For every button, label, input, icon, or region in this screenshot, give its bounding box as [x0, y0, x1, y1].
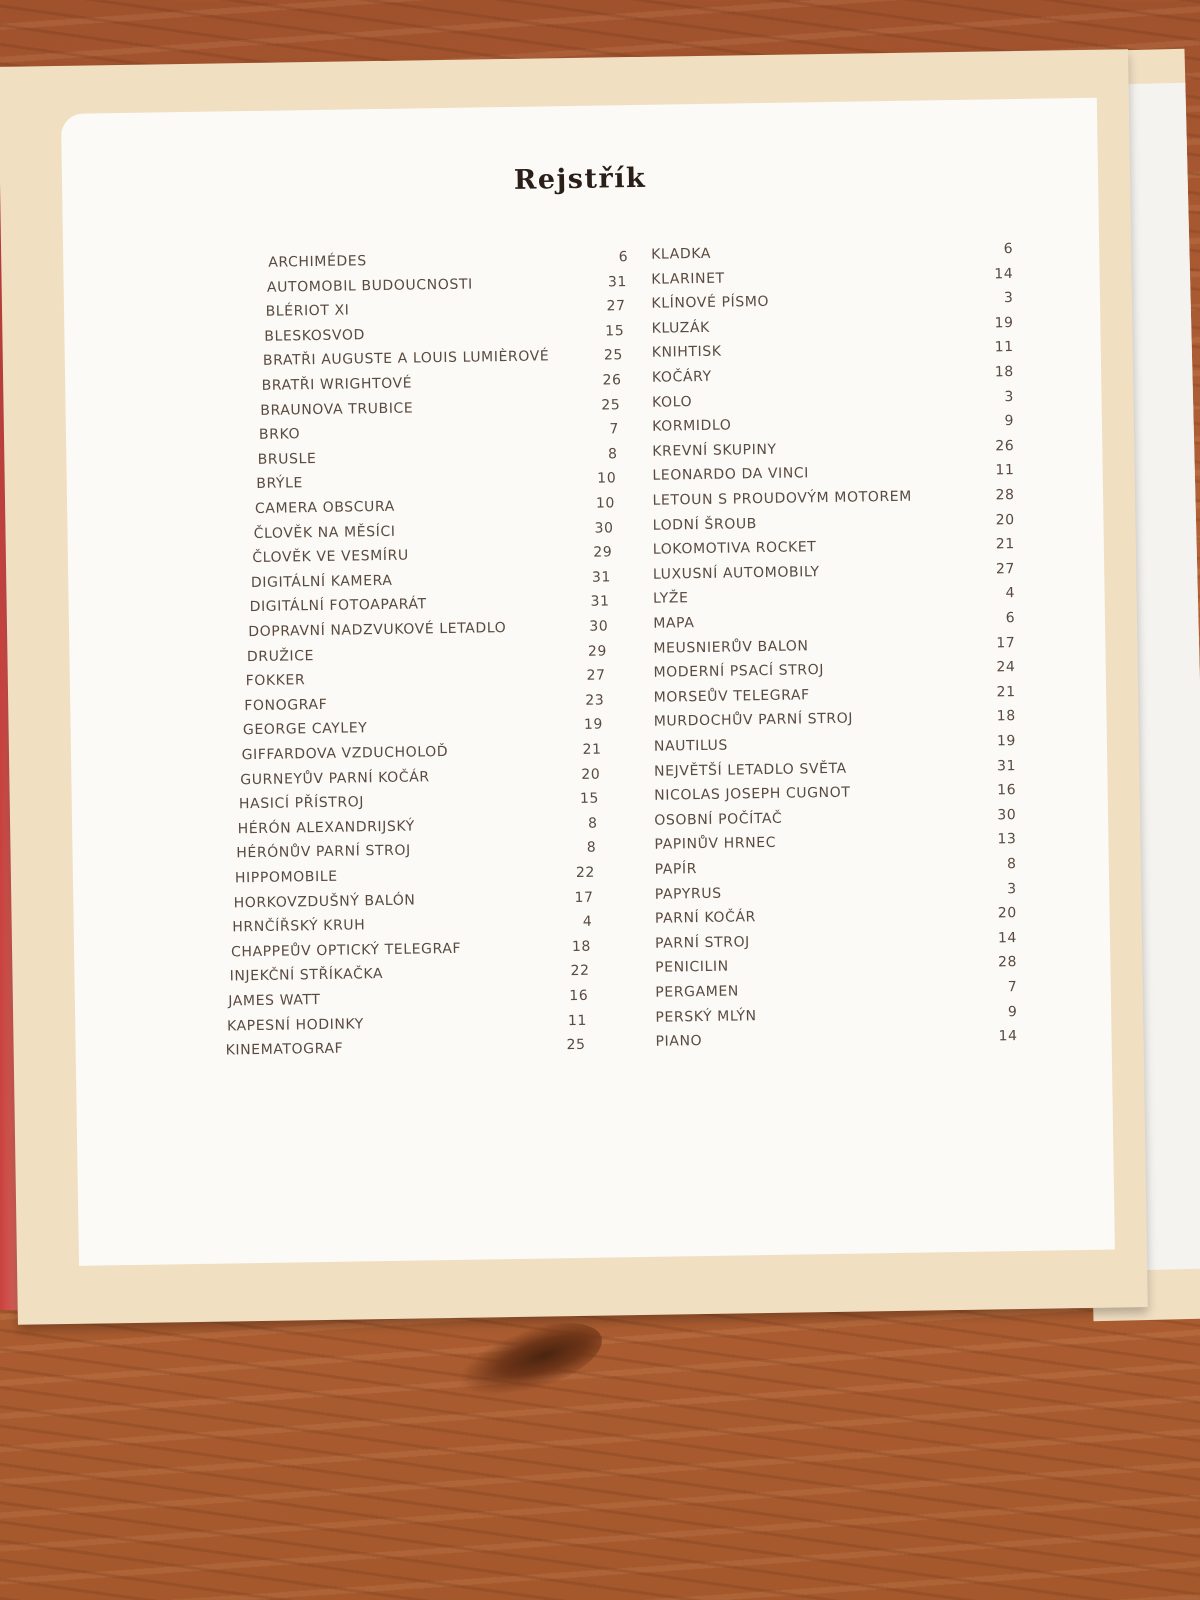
- index-page-number: 31: [591, 569, 612, 586]
- index-term: GURNEYŮV PARNÍ KOČÁR: [240, 768, 430, 788]
- index-page-number: 30: [997, 806, 1017, 824]
- index-term: PAPÍR: [654, 861, 698, 878]
- index-term: PERSKÝ MLÝN: [655, 1007, 757, 1026]
- index-term: CAMERA OBSCURA: [254, 498, 395, 517]
- index-term: MORSEŮV TELEGRAF: [653, 687, 810, 706]
- index-page-number: 10: [597, 470, 617, 487]
- index-page-number: 14: [997, 929, 1018, 947]
- index-page-number: 24: [996, 659, 1016, 676]
- index-term: INJEKČNÍ STŘÍKAČKA: [229, 966, 384, 985]
- index-term: HIPPOMOBILE: [234, 868, 338, 887]
- index-page-number: 27: [995, 560, 1016, 578]
- index-term: ARCHIMÉDES: [268, 253, 367, 271]
- index-term: PARNÍ KOČÁR: [654, 909, 757, 927]
- index-term: KAPESNÍ HODINKY: [226, 1015, 365, 1035]
- index-page-number: 29: [587, 643, 608, 660]
- index-term: LOKOMOTIVA ROCKET: [652, 539, 817, 558]
- index-term: CHAPPEŮV OPTICKÝ TELEGRAF: [230, 940, 462, 961]
- index-page-number: 17: [574, 889, 594, 906]
- index-page-number: 22: [570, 963, 590, 980]
- index-page-number: 18: [996, 708, 1016, 725]
- index-term: HRNČÍŘSKÝ KRUH: [232, 917, 366, 936]
- index-term: HÉRÓN ALEXANDRIJSKÝ: [237, 818, 415, 838]
- index-term: PERGAMEN: [655, 983, 740, 1001]
- index-term: DIGITÁLNÍ KAMERA: [250, 572, 393, 591]
- index-term: PIANO: [655, 1033, 703, 1050]
- index-term: BLESKOSVOD: [264, 327, 366, 345]
- index-term: DRUŽICE: [246, 647, 315, 665]
- index-page-number: 17: [996, 634, 1016, 651]
- index-term: LYŽE: [653, 590, 689, 608]
- index-page-number: 26: [995, 437, 1015, 455]
- index-page-number: 3: [1007, 880, 1017, 897]
- index-term: FONOGRAF: [244, 696, 328, 714]
- index-term: KINEMATOGRAF: [225, 1040, 344, 1059]
- index-term: BRAUNOVA TRUBICE: [260, 400, 414, 419]
- index-term: GIFFARDOVA VZDUCHOLOĎ: [241, 743, 449, 764]
- index-page-number: 8: [586, 840, 597, 857]
- index-page-number: 11: [994, 339, 1014, 356]
- index-page-number: 27: [586, 667, 606, 684]
- index-page-number: 31: [607, 273, 628, 290]
- index-page-number: 10: [595, 495, 616, 512]
- index-page-number: 14: [994, 265, 1014, 282]
- index-term: PENICILIN: [655, 958, 729, 977]
- index-term: NEJVĚTŠÍ LETADLO SVĚTA: [653, 760, 847, 780]
- index-term: LETOUN S PROUDOVÝM MOTOREM: [652, 488, 912, 509]
- index-page-number: 29: [593, 544, 613, 561]
- index-page-number: 25: [601, 396, 621, 414]
- index-page-number: 19: [996, 733, 1017, 750]
- index-term: HÉRÓNŮV PARNÍ STROJ: [236, 842, 411, 862]
- index-term: FOKKER: [245, 672, 306, 690]
- index-page-number: 3: [1004, 388, 1015, 405]
- index-page-number: 26: [602, 372, 622, 389]
- index-term: GEORGE CAYLEY: [242, 720, 368, 739]
- index-page-number: 25: [603, 347, 624, 364]
- index-term: DOPRAVNÍ NADZVUKOVÉ LETADLO: [248, 620, 507, 641]
- index-page-number: 27: [606, 298, 626, 315]
- index-term: NICOLAS JOSEPH CUGNOT: [654, 784, 851, 804]
- index-term: BRUSLE: [257, 450, 317, 468]
- wood-knot: [449, 1308, 610, 1411]
- index-page-number: 15: [605, 322, 625, 340]
- index-page: [61, 98, 1115, 1266]
- index-page-number: 20: [997, 905, 1017, 922]
- index-term: MURDOCHŮV PARNÍ STROJ: [653, 710, 854, 731]
- index-page-number: 18: [994, 364, 1014, 381]
- index-page-number: 4: [582, 913, 593, 931]
- index-column-right: [643, 236, 1063, 1050]
- index-page-number: 13: [997, 831, 1017, 848]
- index-term: BRKO: [258, 426, 301, 444]
- index-term: NAUTILUS: [653, 737, 729, 755]
- index-page-number: 8: [1006, 856, 1017, 873]
- index-term: DIGITÁLNÍ FOTOAPARÁT: [249, 596, 427, 616]
- index-page-number: 19: [583, 716, 604, 734]
- index-term: PAPINŮV HRNEC: [654, 835, 777, 854]
- index-page-number: 23: [585, 692, 605, 709]
- index-page-number: 4: [1005, 585, 1016, 602]
- index-page-number: 30: [589, 618, 609, 635]
- index-page-number: 16: [569, 987, 589, 1005]
- index-term: KOLO: [651, 393, 693, 411]
- index-term: KOČÁRY: [651, 368, 712, 386]
- index-page-number: 14: [998, 1028, 1018, 1045]
- index-term: LUXUSNÍ AUTOMOBILY: [652, 563, 820, 583]
- index-page-number: 9: [1004, 413, 1015, 430]
- index-page-number: 11: [995, 462, 1015, 479]
- index-page-number: 15: [579, 790, 600, 808]
- index-page-number: 30: [594, 519, 614, 537]
- index-page-number: 31: [996, 757, 1017, 774]
- index-page-number: 6: [1005, 610, 1016, 627]
- index-term: MEUSNIERŮV BALON: [653, 637, 809, 657]
- index-page-number: 28: [995, 487, 1015, 504]
- index-term: KREVNÍ SKUPINY: [652, 441, 777, 460]
- index-page-number: 8: [587, 815, 598, 832]
- index-term: PARNÍ STROJ: [654, 934, 750, 952]
- index-term: BRATŘI WRIGHTOVÉ: [261, 375, 413, 394]
- index-term: MAPA: [653, 615, 695, 632]
- index-term: LODNÍ ŠROUB: [652, 515, 758, 534]
- index-term: HORKOVZDUŠNÝ BALÓN: [233, 892, 416, 911]
- index-term: BRÝLE: [256, 475, 304, 493]
- index-term: JAMES WATT: [228, 992, 321, 1010]
- index-column-left: [213, 245, 633, 1059]
- index-term: PAPYRUS: [654, 885, 722, 903]
- index-page-number: 21: [582, 741, 602, 758]
- index-page-number: 18: [571, 938, 592, 955]
- index-page-number: 22: [575, 864, 596, 881]
- index-term: KNIHTISK: [651, 344, 722, 362]
- index-page-number: 21: [996, 683, 1016, 701]
- index-term: KLADKA: [651, 245, 712, 263]
- index-page-number: 6: [618, 249, 629, 266]
- index-page-number: 31: [590, 593, 610, 611]
- index-page-number: 11: [567, 1012, 588, 1029]
- index-term: BLÉRIOT XI: [265, 302, 350, 320]
- index-page-number: 8: [607, 446, 618, 463]
- index-page-number: 20: [995, 511, 1015, 528]
- page-title: Rejstřík: [513, 162, 647, 196]
- index-page-number: 28: [997, 954, 1018, 971]
- index-term: LEONARDO DA VINCI: [652, 465, 810, 485]
- index-term: BRATŘI AUGUSTE A LOUIS LUMIÈROVÉ: [262, 348, 550, 370]
- index-term: MODERNÍ PSACÍ STROJ: [653, 662, 825, 681]
- index-page-number: 19: [994, 314, 1014, 332]
- index-term: KLUZÁK: [651, 319, 710, 337]
- index-page-number: 25: [566, 1037, 586, 1054]
- index-page-number: 9: [1007, 1003, 1018, 1020]
- index-term: KORMIDLO: [652, 417, 732, 435]
- index-term: HASICÍ PŘÍSTROJ: [238, 794, 365, 813]
- index-term: OSOBNÍ POČÍTAČ: [654, 810, 783, 829]
- index-page-number: 6: [1003, 241, 1014, 258]
- index-page-number: 16: [997, 782, 1017, 799]
- index-term: ČLOVĚK NA MĚSÍCI: [253, 523, 396, 542]
- index-page-number: 7: [609, 421, 620, 438]
- index-page-number: 3: [1003, 290, 1014, 307]
- index-term: ČLOVĚK VE VESMÍRU: [252, 547, 409, 567]
- index-term: KLÍNOVÉ PÍSMO: [651, 294, 770, 312]
- index-page-number: 21: [995, 536, 1015, 553]
- left-page: [0, 49, 1148, 1325]
- index-page-number: 20: [581, 766, 601, 783]
- index-term: KLARINET: [651, 270, 725, 288]
- index-page-number: 7: [1007, 979, 1018, 996]
- index-term: AUTOMOBIL BUDOUCNOSTI: [266, 276, 473, 296]
